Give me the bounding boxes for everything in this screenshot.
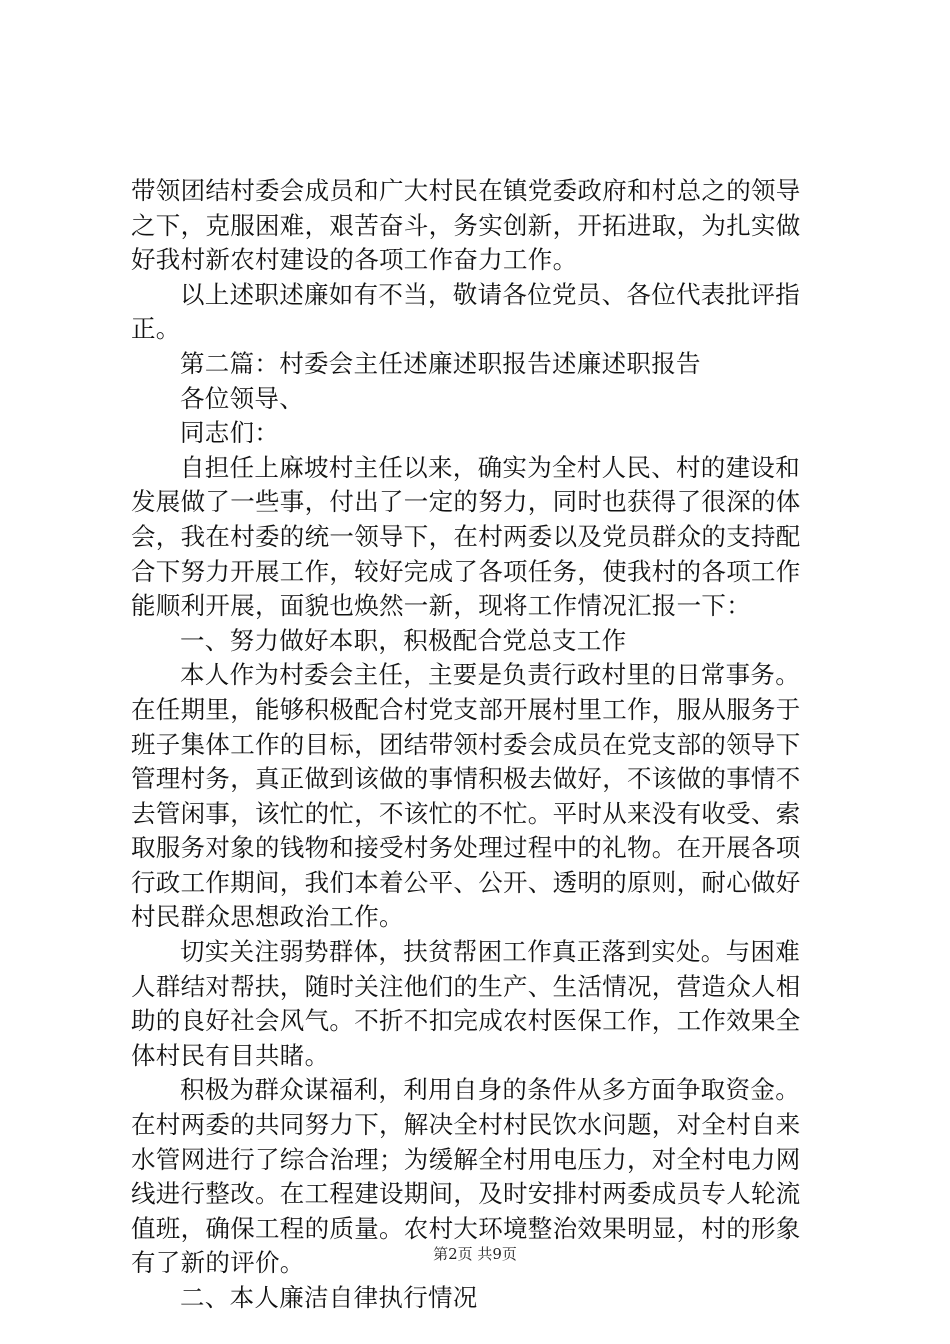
text-line: 班子集体工作的目标，团结带领村委会成员在党支部的领导下 <box>131 729 801 759</box>
text-line: 以上述职述廉如有不当，敬请各位党员、各位代表批评指 <box>180 279 800 309</box>
text-line: 会，我在村委的统一领导下，在村两委以及党员群众的支持配 <box>131 521 801 551</box>
text-line: 村民群众思想政治工作。 <box>131 902 404 932</box>
text-line: 切实关注弱势群体，扶贫帮困工作真正落到实处。与困难 <box>180 937 800 967</box>
text-line: 各位领导、 <box>180 383 304 413</box>
text-line: 本人作为村委会主任，主要是负责行政村里的日常事务。 <box>180 660 800 690</box>
text-line: 在任期里，能够积极配合村党支部开展村里工作，服从服务于 <box>131 694 801 724</box>
text-line: 行政工作期间，我们本着公平、公开、透明的原则，耐心做好 <box>131 867 801 897</box>
text-line: 取服务对象的钱物和接受村务处理过程中的礼物。在开展各项 <box>131 833 801 863</box>
text-line: 人群结对帮扶，随时关注他们的生产、生活情况，营造众人相 <box>131 971 801 1001</box>
text-line: 带领团结村委会成员和广大村民在镇党委政府和村总之的领导 <box>131 176 801 205</box>
text-line: 管理村务，真正做到该做的事情积极去做好，不该做的事情不 <box>131 764 801 794</box>
text-line: 合下努力开展工作，较好完成了各项任务，使我村的各项工作 <box>131 556 801 586</box>
text-line: 助的良好社会风气。不折不扣完成农村医保工作，工作效果全 <box>131 1006 801 1036</box>
text-line: 之下，克服困难，艰苦奋斗，务实创新，开拓进取，为扎实做 <box>131 210 801 240</box>
document-body <box>131 174 831 1316</box>
text-line: 正。 <box>131 314 181 344</box>
text-line: 同志们： <box>180 418 280 448</box>
text-line: 值班，确保工程的质量。农村大环境整治效果明显，村的形象 <box>131 1213 801 1243</box>
text-line: 第二篇：村委会主任述廉述职报告述廉述职报告 <box>180 348 701 378</box>
text-line: 线进行整改。在工程建设期间，及时安排村两委成员专人轮流 <box>131 1179 801 1209</box>
text-line: 有了新的评价。 <box>131 1248 305 1278</box>
text-line: 好我村新农村建设的各项工作奋力工作。 <box>131 245 578 275</box>
text-line: 二、本人廉洁自律执行情况 <box>180 1283 478 1312</box>
text-line: 一、努力做好本职，积极配合党总支工作 <box>180 625 627 655</box>
text-line: 能顺利开展，面貌也焕然一新，现将工作情况汇报一下： <box>131 591 751 621</box>
text-line: 积极为群众谋福利，利用自身的条件从多方面争取资金。 <box>180 1075 800 1105</box>
page-footer: 第2页 共9页 <box>433 1245 517 1263</box>
text-line: 自担任上麻坡村主任以来，确实为全村人民、村的建设和 <box>180 452 800 482</box>
text-line: 去管闲事，该忙的忙，不该忙的不忙。平时从来没有收受、索 <box>131 798 801 828</box>
text-line: 体村民有目共睹。 <box>131 1040 330 1070</box>
text-line: 发展做了一些事，付出了一定的努力，同时也获得了很深的体 <box>131 487 801 517</box>
text-line: 在村两委的共同努力下，解决全村村民饮水问题，对全村自来 <box>131 1110 801 1140</box>
text-line: 水管网进行了综合治理；为缓解全村用电压力，对全村电力网 <box>131 1144 801 1174</box>
